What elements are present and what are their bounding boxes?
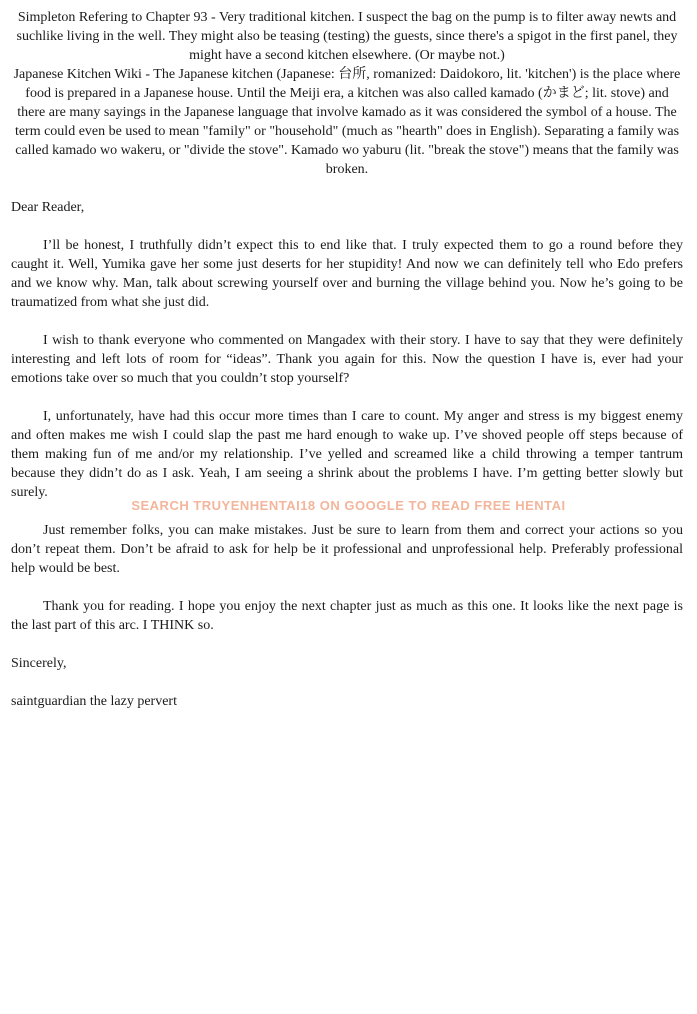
letter-paragraph: I’ll be honest, I truthfully didn’t expect this to end like that. I truly expected them to go a round before they caught it. Well, Yumika gave her some just deserts for her stupidity! And now we can definitely tell who Edo prefers and we know why. Man, talk about screwing yourself over and burning the village behind you. Now he’s going to be traumatized from what she just did. [11, 238, 683, 310]
letter-paragraph: I wish to thank everyone who commented on Mangadex with their story. I have to say that they were definitely interesting and left lots of room for “ideas”. Thank you again for this. Now the question I have is, ever had your emotions take over so much that you couldn’t stop yourself? [11, 333, 683, 386]
note-text: The Japanese kitchen (Japanese: 台所, romanized: Daidokoro, lit. 'kitchen') is the place where food is prepared in a Japanese house. Until the Meiji era, a kitchen was also called kamado (かまど; lit. stove) and there are many sayings in the Japanese language that involve kamado as it was considered the symbol of a house. The term could even be used to mean "family" or "household" (much as "hearth" does in English). Separating a family was called kamado wo wakeru, or "divide the stove". Kamado wo yaburu (lit. "break the stove") means that the family was broken. [14, 67, 681, 177]
translation-notes [11, 8, 683, 179]
letter-paragraph: Thank you for reading. I hope you enjoy the next chapter just as much as this one. It looks like the next page is the last part of this arc. I THINK so. [11, 599, 683, 633]
letter-salutation: Dear Reader, [11, 200, 85, 215]
note-simpleton [11, 8, 683, 65]
watermark-text: SEARCH TRUYENHENTAI18 ON GOOGLE TO READ FREE HENTAI [131, 498, 566, 513]
letter-paragraph: I, unfortunately, have had this occur more times than I care to count. My anger and stress is my biggest enemy and often makes me wish I could slap the past me hard enough to wake up. I’ve shoved people off steps because of them making fun of me and/or my relationship. I’ve yelled and screamed like a child throwing a temper tantrum because they didn’t do as I ask. Yeah, I am seeing a shrink about the problems I have. I’m getting better slowly but surely. [11, 409, 683, 500]
letter [11, 198, 683, 711]
note-term: Japanese Kitchen Wiki - [13, 67, 154, 82]
letter-signature: saintguardian the lazy pervert [11, 694, 177, 709]
note-japanese-kitchen [11, 65, 683, 179]
note-term: Simpleton Refering to Chapter 93 - [17, 10, 219, 25]
document-page [11, 8, 683, 730]
letter-closing: Sincerely, [11, 656, 67, 671]
letter-paragraph: Just remember folks, you can make mistakes. Just be sure to learn from them and correct your actions so you don’t repeat them. Don’t be afraid to ask for help be it professional and unprofessional help. Preferably professional help would be best. [11, 523, 683, 576]
note-text: Very traditional kitchen. I suspect the bag on the pump is to filter away newts and suchlike living in the well. They might also be teasing (testing) the guests, since there's a spigot in the first panel, they might have a second kitchen elsewhere. (Or maybe not.) [16, 10, 678, 63]
